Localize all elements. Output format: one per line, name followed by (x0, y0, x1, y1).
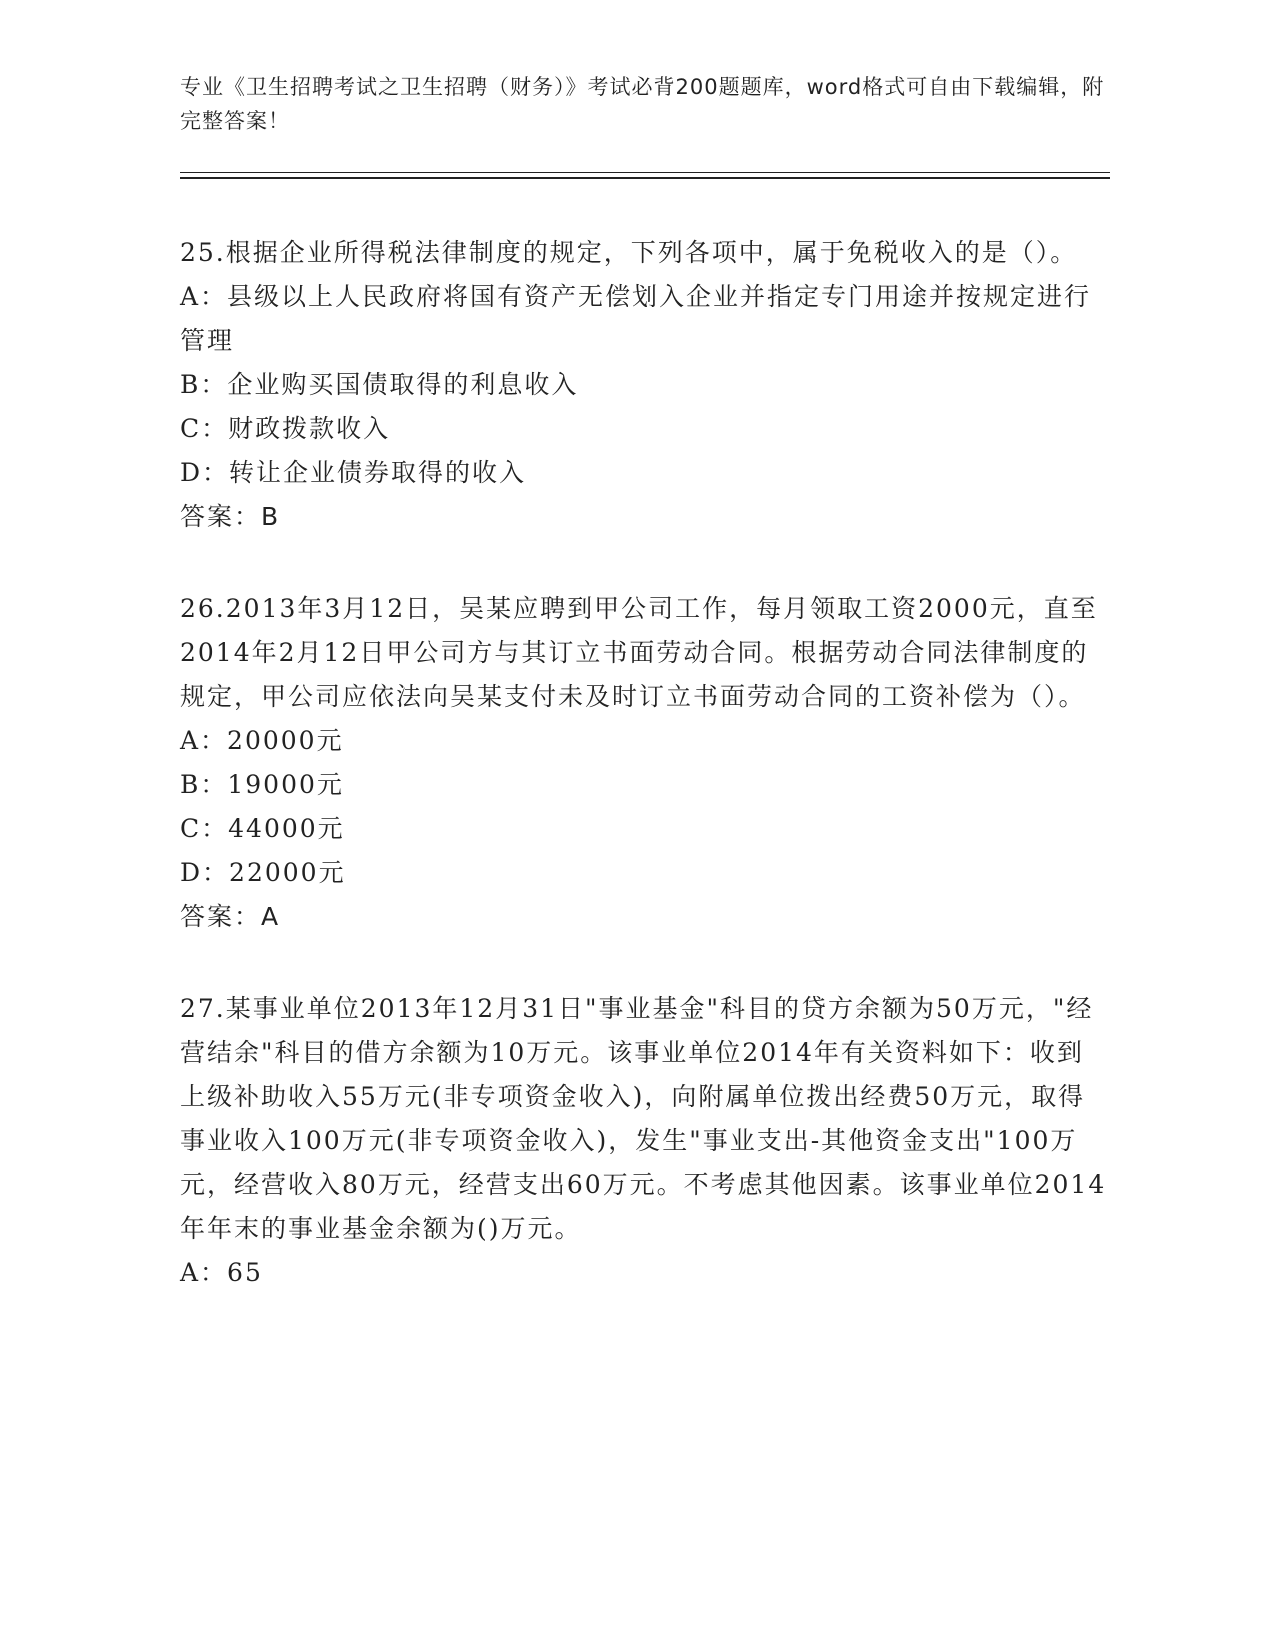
option-a: A：县级以上人民政府将国有资产无偿划入企业并指定专门用途并按规定进行管理 (180, 282, 1092, 355)
question-list (180, 231, 1110, 1295)
option-c: C：44000元 (180, 814, 345, 843)
divider-thick-line (180, 177, 1110, 179)
option-d: D：22000元 (180, 858, 346, 887)
document-header: 专业《卫生招聘考试之卫生招聘（财务）》考试必背200题题库，word格式可自由下载编辑，附完整答案！ (180, 75, 1105, 133)
header-divider (180, 172, 1110, 179)
question-stem: 25.根据企业所得税法律制度的规定，下列各项中，属于免税收入的是（）。 (180, 238, 1078, 267)
question-stem: 26.2013年3月12日，吴某应聘到甲公司工作，每月领取工资2000元，直至2014年2月12日甲公司方与其订立书面劳动合同。根据劳动合同法律制度的规定，甲公司应依法向吴某支付未及时订立书面劳动合同的工资补偿为（）。 (180, 594, 1098, 711)
question-stem: 27.某事业单位2013年12月31日"事业基金"科目的贷方余额为50万元，"经营结余"科目的借方余额为10万元。该事业单位2014年有关资料如下：收到上级补助收入55万元(非专项资金收入)，向附属单位拨出经费50万元，取得事业收入100万元(非专项资金收入)，发生"事业支出-其他资金支出"100万元，经营收入80万元，经营支出60万元。不考虑其他因素。该事业单位2014年年末的事业基金余额为()万元。 (180, 994, 1107, 1243)
question-25 (180, 231, 1110, 539)
question-27 (180, 987, 1110, 1295)
answer-line: 答案：A (180, 902, 281, 931)
option-c: C：财政拨款收入 (180, 414, 391, 443)
question-26 (180, 587, 1110, 939)
document-page (180, 70, 1110, 1343)
answer-line: 答案：B (180, 502, 281, 531)
option-b: B：19000元 (180, 770, 344, 799)
option-a: A：20000元 (180, 726, 344, 755)
option-d: D：转让企业债券取得的收入 (180, 458, 527, 487)
option-a: A：65 (180, 1258, 263, 1287)
option-b: B：企业购买国债取得的利息收入 (180, 370, 579, 399)
divider-thin-line (180, 172, 1110, 173)
